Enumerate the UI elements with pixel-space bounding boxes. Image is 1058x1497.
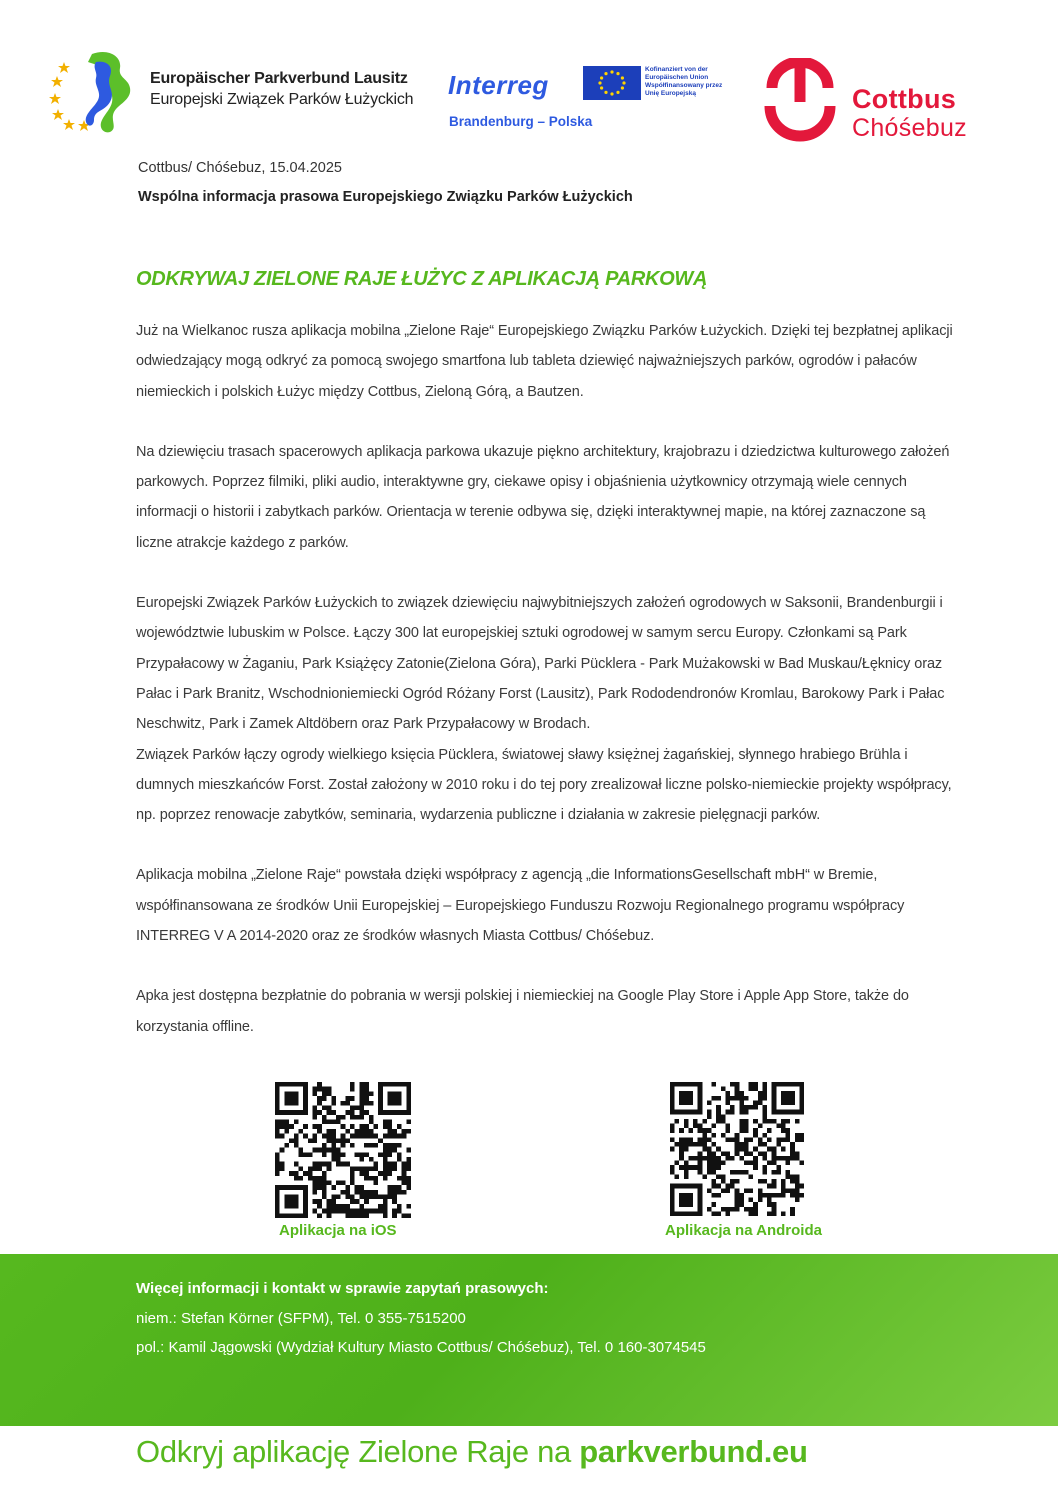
interreg-logo	[446, 64, 736, 136]
parkverbund-name-pl: Europejski Związek Parków Łużyckich	[150, 91, 414, 108]
ios-qr-code[interactable]	[275, 1082, 411, 1218]
cottbus-name-dsb: Chóśebuz	[852, 114, 967, 142]
paragraph-funding: Aplikacja mobilna „Zielone Raje“ powstała dzięki współpracy z agencją „die InformationsGesellschaft mbH“ w Bremie, współfinansowana ze środków Unii Europejskiej – Europejskiego Funduszu Rozwoju Regionalnego programu współpracy INTERREG V A 2014-2020 oraz ze środków własnych Miasta Cottbus/ Chóśebuz.	[136, 867, 905, 945]
parkverbund-name-de: Europäischer Parkverbund Lausitz	[150, 70, 408, 87]
dateline: Cottbus/ Chóśebuz, 15.04.2025	[138, 160, 342, 176]
eu-funding-text: Kofinanziert von der Europäischen Union Współfinansowany przez Unię Europejską	[645, 66, 723, 97]
website-link[interactable]: parkverbund.eu	[579, 1434, 808, 1469]
android-qr-code[interactable]	[670, 1082, 804, 1216]
interreg-wordmark: Interreg	[448, 70, 549, 100]
cottbus-name-de: Cottbus	[852, 84, 957, 114]
paragraph-availability: Apka jest dostępna bezpłatnie do pobrania w wersji polskiej i niemieckiej na Google Play Store i Apple App Store, także do korzystania offline.	[136, 988, 909, 1035]
android-app-label: Aplikacja na Androida	[665, 1222, 822, 1239]
paragraph-history: Związek Parków łączy ogrody wielkiego księcia Pücklera, światowej sławy księżnej żagańskiej, słynnego hrabiego Brühla i dumnych mieszkańców Forst. Został założony w 2010 roku i do tej pory zrealizował liczne polsko-niemieckie projekty współpracy, np. poprzez renowacje zabytków, seminaria, wydarzenia publiczne i działania w zakresie pielęgnacji parków.	[136, 746, 952, 824]
paragraph-intro: Już na Wielkanoc rusza aplikacja mobilna „Zielone Raje“ Europejskiego Związku Parków Łużyckich. Dzięki tej bezpłatnej aplikacji odwiedzający mogą odkryć za pomocą swojego smartfona lub tableta dziewięć najważniejszych parków, ogrodów i pałaców niemieckich i polskich Łużyc między Cottbus, Zieloną Górą, a Bautzen.	[136, 323, 953, 400]
interreg-region: Brandenburg – Polska	[449, 114, 593, 129]
footer-text: Odkryj aplikację Zielone Raje na	[136, 1434, 580, 1469]
contact-title: Więcej informacji i kontakt w sprawie zapytań prasowych:	[136, 1280, 549, 1297]
eu-flag-icon	[583, 66, 641, 100]
parkverbund-logo	[48, 48, 414, 138]
paragraph-features: Na dziewięciu trasach spacerowych aplikacja parkowa ukazuje piękno architektury, krajobrazu i dziedzictwa kulturowego założeń parkowych. Poprzez filmiki, pliki audio, interaktywne gry, ciekawe opisy i objaśnienia użytkownicy otrzymają wiele cennych informacji o historii i zabytkach parków. Orientacja w terenie odbywa się, dzięki interaktywnej mapie, na której zaznaczone są liczne atrakcje każdego z parków.	[136, 443, 950, 551]
contact-pl: pol.: Kamil Jągowski (Wydział Kultury Miasto Cottbus/ Chóśebuz), Tel. 0 160-3074545	[136, 1339, 706, 1356]
page-title: ODKRYWAJ ZIELONE RAJE ŁUŻYC Z APLIKACJĄ PARKOWĄ	[136, 268, 708, 290]
footer-cta	[136, 1434, 808, 1470]
cottbus-logo	[764, 58, 1004, 142]
parkverbund-emblem-icon	[48, 48, 148, 138]
contact-de: niem.: Stefan Körner (SFPM), Tel. 0 355-7515200	[136, 1310, 466, 1327]
article-body	[136, 316, 964, 1072]
ios-app-label: Aplikacja na iOS	[279, 1222, 397, 1239]
press-release-subhead: Wspólna informacja prasowa Europejskiego Związku Parków Łużyckich	[138, 189, 633, 205]
paragraph-association: Europejski Związek Parków Łużyckich to związek dziewięciu najwybitniejszych założeń ogrodowych w Saksonii, Brandenburgii i województwie lubuskim w Polsce. Łączy 300 lat europejskiej sztuki ogrodowej w samym sercu Europy. Członkami są Park Przypałacowy w Żaganiu, Park Książęcy Zatonie(Zielona Góra), Parki Pücklera - Park Mużakowski w Bad Muskau/Łęknicy oraz Pałac i Park Branitz, Wschodnioniemiecki Ogród Różany Forst (Lausitz), Park Rododendronów Kromlau, Barokowy Park i Pałac Neschwitz, Park i Zamek Altdöbern oraz Park Przypałacowy w Brodach.	[136, 595, 945, 733]
cottbus-emblem-icon	[764, 58, 836, 142]
